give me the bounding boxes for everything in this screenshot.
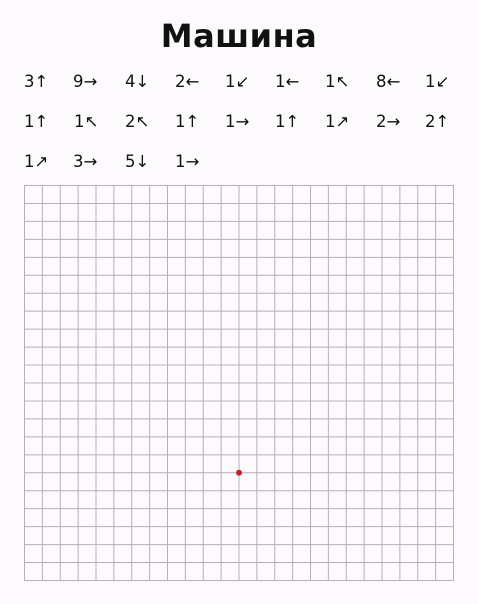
instruction-step: 1↑ (24, 112, 49, 131)
instructions-row-1 (24, 68, 464, 108)
instruction-step: 2→ (376, 112, 401, 131)
instruction-step: 1→ (175, 152, 200, 171)
drawing-grid (24, 185, 454, 581)
grid-paper (24, 185, 454, 581)
instruction-step: 8← (376, 72, 401, 91)
instruction-step: 5↓ (125, 152, 150, 171)
instruction-step: 3↑ (24, 72, 49, 91)
instruction-step: 4↓ (125, 72, 150, 91)
instruction-step: 1↖ (74, 112, 99, 131)
start-point-dot (236, 470, 242, 476)
instruction-step: 1↗ (325, 112, 350, 131)
instructions-list (24, 68, 464, 188)
instruction-step: 1↖ (325, 72, 350, 91)
instruction-step: 2← (175, 72, 200, 91)
instruction-step: 2↖ (125, 112, 150, 131)
worksheet-title: Машина (160, 17, 318, 55)
instructions-row-2 (24, 108, 464, 148)
instructions-row-3 (24, 148, 464, 188)
instruction-step: 1↙ (225, 72, 250, 91)
instruction-step: 1↙ (425, 72, 450, 91)
instruction-step: 9→ (73, 72, 98, 91)
instruction-step: 3→ (73, 152, 98, 171)
instruction-step: 2↑ (425, 112, 450, 131)
instruction-step: 1↗ (24, 152, 49, 171)
instruction-step: 1↑ (275, 112, 300, 131)
instruction-step: 1↑ (175, 112, 200, 131)
instruction-step: 1→ (225, 112, 250, 131)
instruction-step: 1← (275, 72, 300, 91)
